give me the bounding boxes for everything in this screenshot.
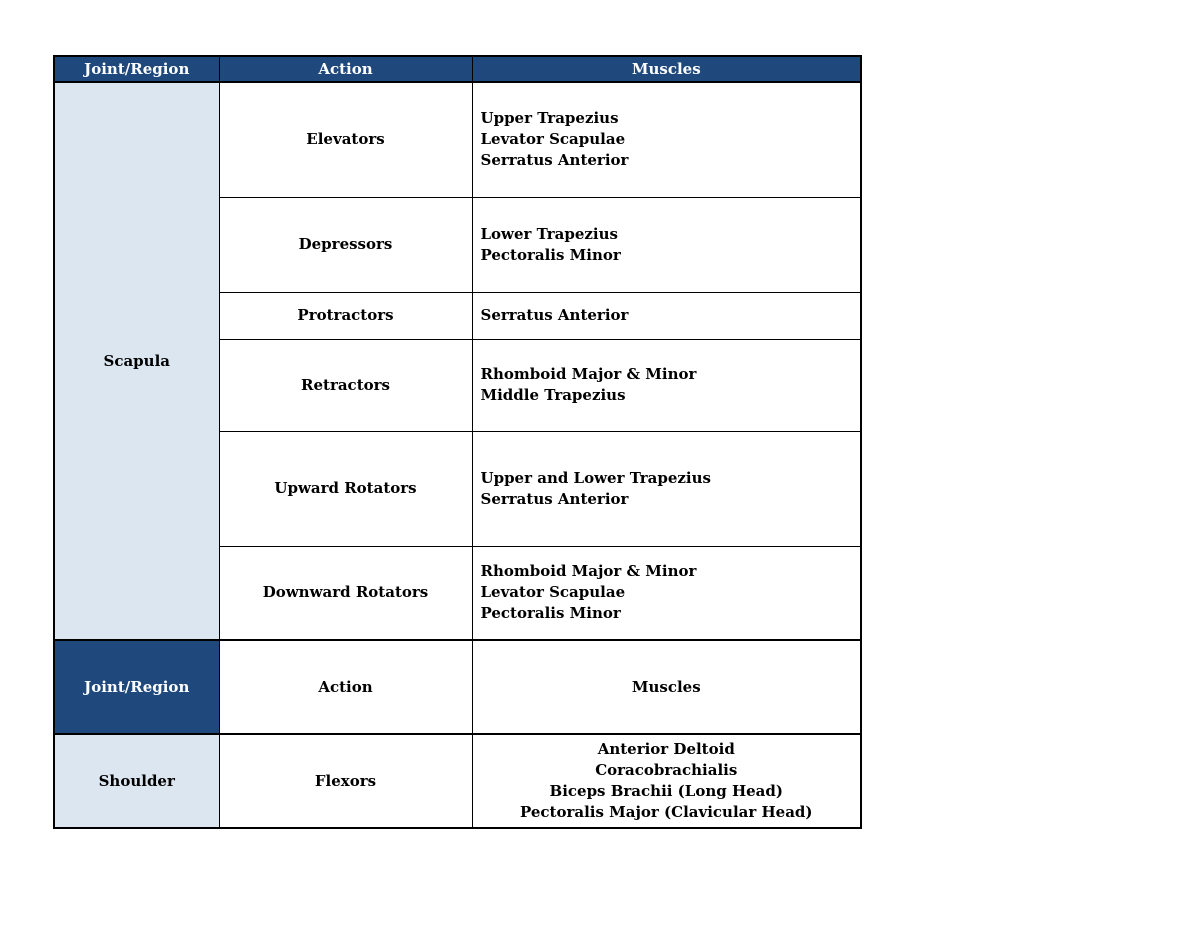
muscle-item: Middle Trapezius (480, 386, 626, 404)
action-cell: Depressors (219, 197, 472, 292)
muscle-action-table (53, 55, 862, 829)
muscle-item: Biceps Brachii (Long Head) (549, 782, 783, 800)
muscle-item: Serratus Anterior (480, 489, 629, 508)
muscle-item: Levator Scapulae (480, 583, 626, 602)
region-cell-scapula: Scapula (54, 82, 219, 640)
muscle-item: Upper and Lower Trapezius (480, 468, 711, 487)
table-subheader-row (54, 640, 861, 734)
muscle-item: Coracobrachialis (595, 761, 738, 779)
muscles-cell (472, 734, 861, 828)
header-joint-region: Joint/Region (54, 56, 219, 82)
muscle-item: Pectoralis Minor (480, 604, 621, 623)
muscle-item: Serratus Anterior (480, 306, 629, 324)
action-cell: Upward Rotators (219, 431, 472, 546)
muscles-cell (472, 546, 861, 640)
subheader-joint-region: Joint/Region (54, 640, 219, 734)
muscle-item: Anterior Deltoid (597, 740, 735, 758)
subheader-action: Action (219, 640, 472, 734)
muscles-cell (472, 292, 861, 339)
muscle-item: Upper Trapezius (480, 109, 619, 128)
muscle-item: Levator Scapulae (480, 130, 626, 149)
table-row (54, 82, 861, 197)
muscle-item: Rhomboid Major & Minor (480, 562, 697, 581)
muscle-item: Pectoralis Minor (480, 245, 621, 264)
action-cell: Flexors (219, 734, 472, 828)
action-cell: Protractors (219, 292, 472, 339)
header-muscles: Muscles (472, 56, 861, 82)
muscle-item: Rhomboid Major & Minor (480, 365, 697, 383)
region-cell-shoulder: Shoulder (54, 734, 219, 828)
muscles-cell (472, 82, 861, 197)
muscles-cell (472, 339, 861, 431)
subheader-muscles: Muscles (472, 640, 861, 734)
muscles-cell (472, 431, 861, 546)
header-action: Action (219, 56, 472, 82)
table-header-row (54, 56, 861, 82)
muscle-item: Serratus Anterior (480, 151, 629, 170)
muscle-item: Pectoralis Major (Clavicular Head) (519, 803, 813, 821)
action-cell: Downward Rotators (219, 546, 472, 640)
muscle-item: Lower Trapezius (480, 224, 618, 243)
action-cell: Retractors (219, 339, 472, 431)
table-row (54, 734, 861, 828)
action-cell: Elevators (219, 82, 472, 197)
muscles-cell (472, 197, 861, 292)
